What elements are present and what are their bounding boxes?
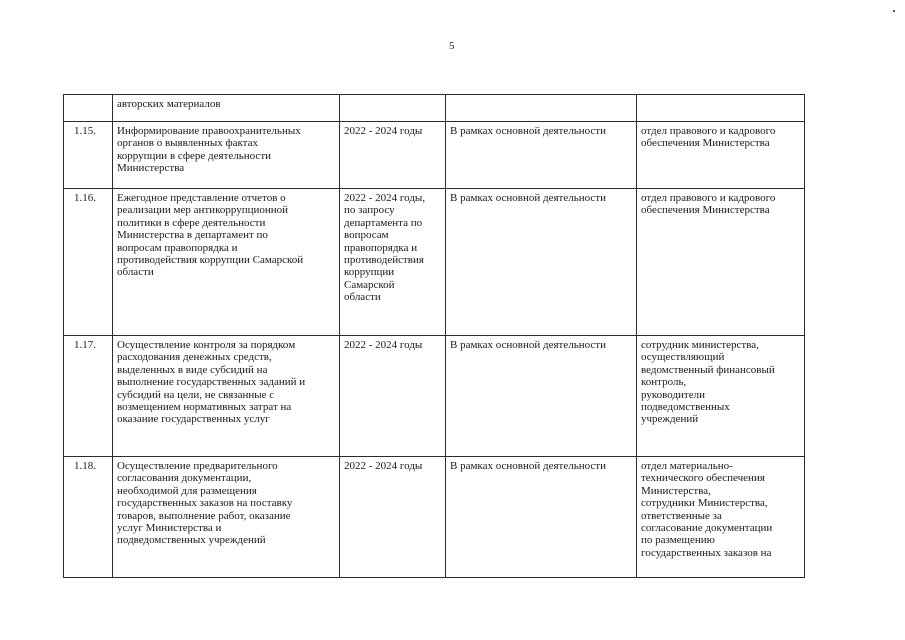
funding-cell: [446, 95, 637, 122]
responsible-cell: отдел правового и кадрового обеспечения Министерства: [637, 122, 805, 189]
table-row: [64, 189, 805, 336]
funding-cell: В рамках основной деятельности: [446, 457, 637, 578]
item-number: [64, 95, 113, 122]
table-row: [64, 122, 805, 189]
item-number: 1.17.: [64, 336, 113, 457]
responsible-cell: отдел материально- технического обеспечения Министерства, сотрудники Министерства, ответственные за согласование документации по размещению государственных заказов на: [637, 457, 805, 578]
scan-speck: [893, 10, 895, 12]
item-number: 1.16.: [64, 189, 113, 336]
item-number: 1.18.: [64, 457, 113, 578]
funding-cell: В рамках основной деятельности: [446, 122, 637, 189]
period-cell: 2022 - 2024 годы, по запросу департамента по вопросам правопорядка и противодействия коррупции Самарской области: [340, 189, 446, 336]
action-cell: авторских материалов: [113, 95, 340, 122]
action-cell: Осуществление предварительного согласования документации, необходимой для размещения государственных заказов на поставку товаров, выполнение работ, оказание услуг Министерства и подведомственных учреждений: [113, 457, 340, 578]
funding-cell: В рамках основной деятельности: [446, 336, 637, 457]
action-cell: Ежегодное представление отчетов о реализации мер антикоррупционной политики в сфере деятельности Министерства в департамент по вопросам правопорядка и противодействия коррупции Самарской области: [113, 189, 340, 336]
page-number: 5: [449, 40, 455, 52]
funding-cell: В рамках основной деятельности: [446, 189, 637, 336]
responsible-cell: сотрудник министерства, осуществляющий ведомственный финансовый контроль, руководители подведомственных учреждений: [637, 336, 805, 457]
period-cell: [340, 95, 446, 122]
responsible-cell: отдел правового и кадрового обеспечения Министерства: [637, 189, 805, 336]
action-cell: Осуществление контроля за порядком расходования денежных средств, выделенных в виде субсидий на выполнение государственных заданий и субсидий на цели, не связанные с возмещением нормативных затрат на оказание государственных услуг: [113, 336, 340, 457]
period-cell: 2022 - 2024 годы: [340, 122, 446, 189]
anticorruption-plan-table: [63, 94, 805, 578]
period-cell: 2022 - 2024 годы: [340, 457, 446, 578]
table-row: [64, 457, 805, 578]
table-row: [64, 95, 805, 122]
action-cell: Информирование правоохранительных органов о выявленных фактах коррупции в сфере деятельности Министерства: [113, 122, 340, 189]
item-number: 1.15.: [64, 122, 113, 189]
period-cell: 2022 - 2024 годы: [340, 336, 446, 457]
table-row: [64, 336, 805, 457]
responsible-cell: [637, 95, 805, 122]
